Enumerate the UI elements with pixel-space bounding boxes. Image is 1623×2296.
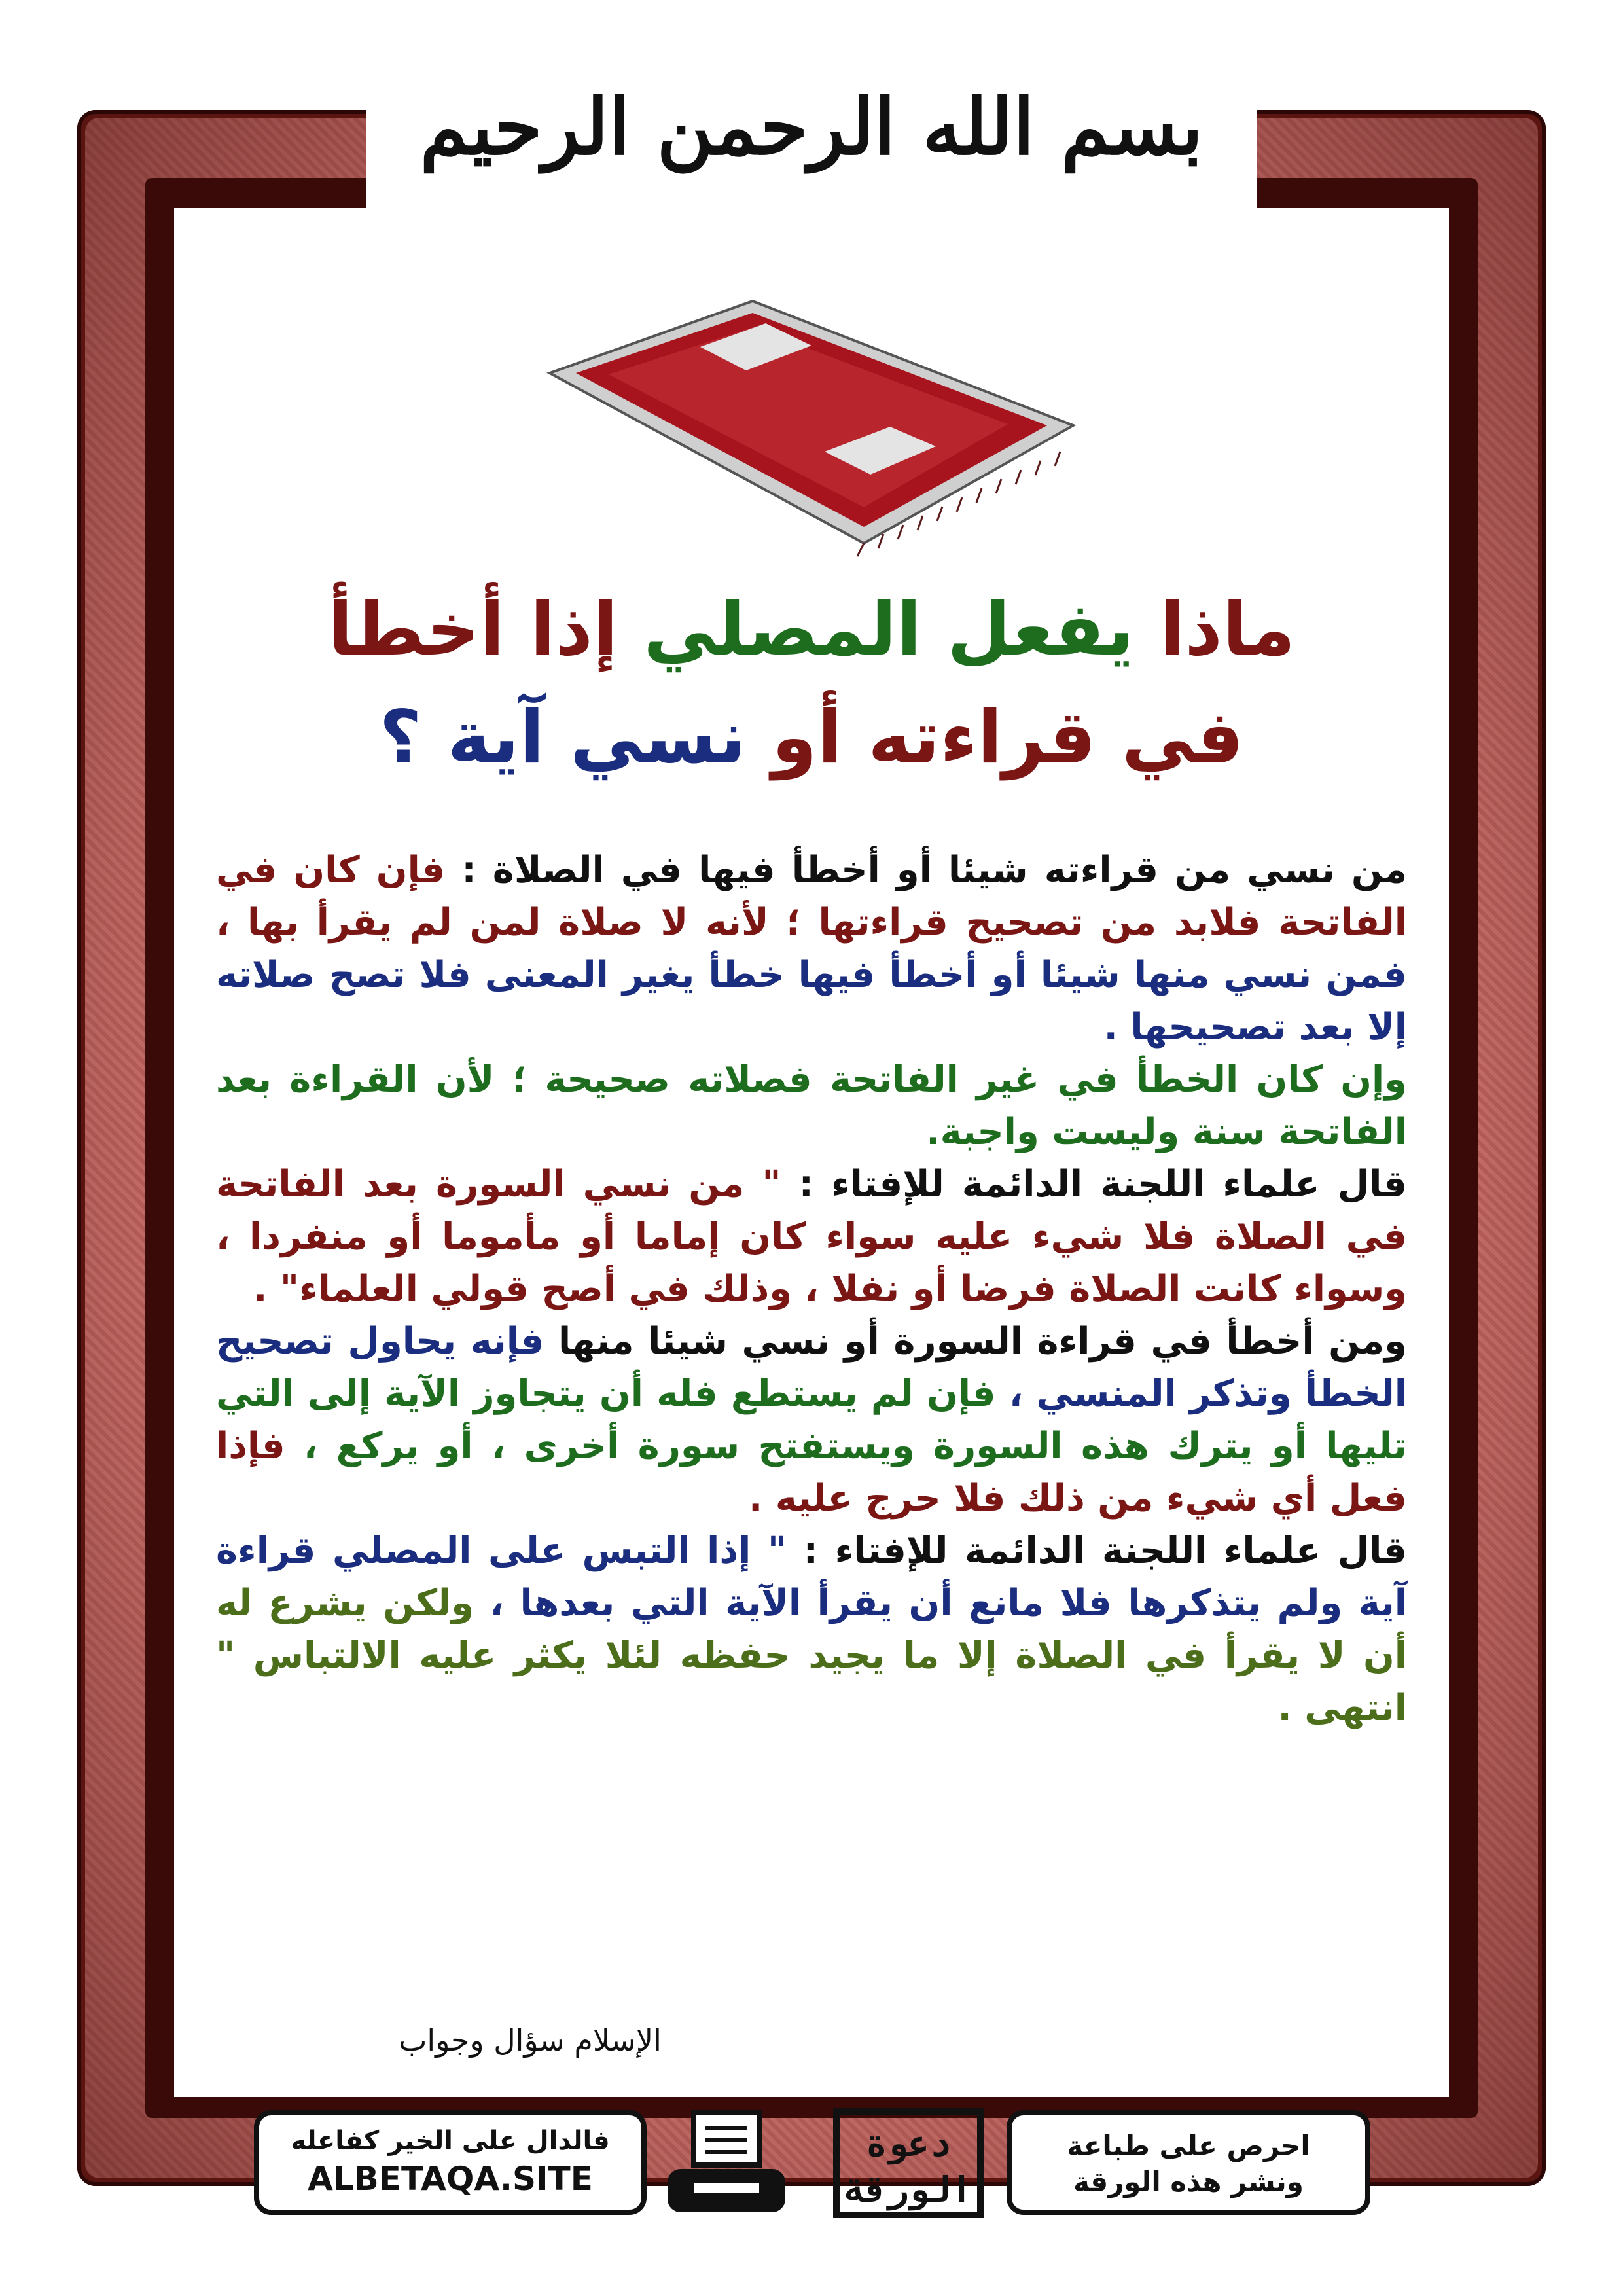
page-title bbox=[196, 576, 1427, 792]
paragraph-3 bbox=[216, 1158, 1407, 1316]
article-body bbox=[216, 844, 1407, 1734]
title-line-2 bbox=[196, 684, 1427, 792]
printer-icon bbox=[654, 2106, 798, 2220]
footer-slogan: فالدال على الخير كفاعله bbox=[291, 2126, 610, 2156]
p5-intro: قال علماء اللجنة الدائمة للإفتاء : bbox=[803, 1530, 1407, 1572]
title-word-2: يفعل المصلي bbox=[643, 587, 1134, 672]
basmala-text: بسم الله الرحمن الرحيم bbox=[419, 81, 1204, 172]
p5-quote: " إذا التبس على المصلي قراءة آية ولم يتذكرها فلا مانع أن يقرأ الآية التي بعدها ، bbox=[216, 1530, 1407, 1624]
dawat-alwaraqa-logo bbox=[830, 2106, 987, 2220]
paragraph-5 bbox=[216, 1525, 1407, 1734]
p4-skip: فإن لم يستطع فله أن يتجاوز الآية إلى التي تليها أو يترك هذه السورة ويستفتح سورة أخرى ، أو يركع ، bbox=[216, 1372, 1407, 1467]
footer-print-line-2: ونشر هذه الورقة bbox=[1073, 2166, 1304, 2198]
source-credit: الإسلام سؤال وجواب bbox=[399, 2022, 662, 2058]
p4-intro: ومن أخطأ في قراءة السورة أو نسي شيئا منها bbox=[558, 1320, 1407, 1363]
title-word-4: في قراءته bbox=[868, 695, 1244, 780]
p3-quote: " من نسي السورة بعد الفاتحة في الصلاة فلا شيء عليه سواء كان إماما أو مأموما أو منفردا ، وسواء كانت الصلاة فرضا أو نفلا ، وذلك في أصح قولي العلماء" . bbox=[216, 1163, 1407, 1310]
title-line-1 bbox=[196, 576, 1427, 684]
paragraph-1 bbox=[216, 844, 1407, 1054]
paragraph-2 bbox=[216, 1054, 1407, 1158]
p1-ruling: فمن نسي منها شيئا أو أخطأ فيها خطأ يغير المعنى فلا تصح صلاته إلا بعد تصحيحها . bbox=[216, 954, 1407, 1049]
title-word-6: نسي آية ؟ bbox=[379, 695, 747, 780]
svg-text:دعوة: دعوة bbox=[865, 2123, 952, 2164]
title-word-5: أو bbox=[772, 695, 843, 780]
p4-end: فإذا فعل أي شيء من ذلك فلا حرج عليه . bbox=[216, 1425, 1407, 1520]
basmala-calligraphy bbox=[419, 39, 1204, 209]
svg-text:الورقة: الورقة bbox=[844, 2169, 972, 2210]
footer-website-box bbox=[254, 2110, 647, 2215]
p1-intro: من نسي من قراءته شيئا أو أخطأ فيها في الصلاة : bbox=[461, 849, 1407, 891]
prayer-rug-image bbox=[537, 275, 1086, 563]
basmala-svg bbox=[419, 39, 1204, 209]
paragraph-4 bbox=[216, 1316, 1407, 1525]
title-word-3: إذا أخطأ bbox=[327, 587, 618, 672]
footer bbox=[254, 2106, 1370, 2220]
prayer-rug-svg bbox=[537, 275, 1086, 563]
p5-advice: ولكن يشرع له أن لا يقرأ في الصلاة إلا ما يجيد حفظه لئلا يكثر عليه الالتباس " انتهى . bbox=[216, 1582, 1407, 1729]
p1-fatiha: فإن كان في الفاتحة فلابد من تصحيح قراءتها ؛ لأنه لا صلاة لمن لم يقرأ بها ، bbox=[216, 849, 1407, 944]
p2-text: وإن كان الخطأ في غير الفاتحة فصلاته صحيحة ؛ لأن القراءة بعد الفاتحة سنة وليست واجبة. bbox=[216, 1058, 1407, 1153]
footer-print-line-1: احرص على طباعة bbox=[1067, 2130, 1310, 2162]
footer-print-box bbox=[1007, 2110, 1370, 2215]
p3-intro: قال علماء اللجنة الدائمة للإفتاء : bbox=[798, 1163, 1407, 1206]
p4-correct: فإنه يحاول تصحيح الخطأ وتذكر المنسي ، bbox=[216, 1320, 1407, 1415]
footer-website[interactable]: ALBETAQA.SITE bbox=[308, 2160, 593, 2198]
title-word-1: ماذا bbox=[1160, 587, 1296, 672]
